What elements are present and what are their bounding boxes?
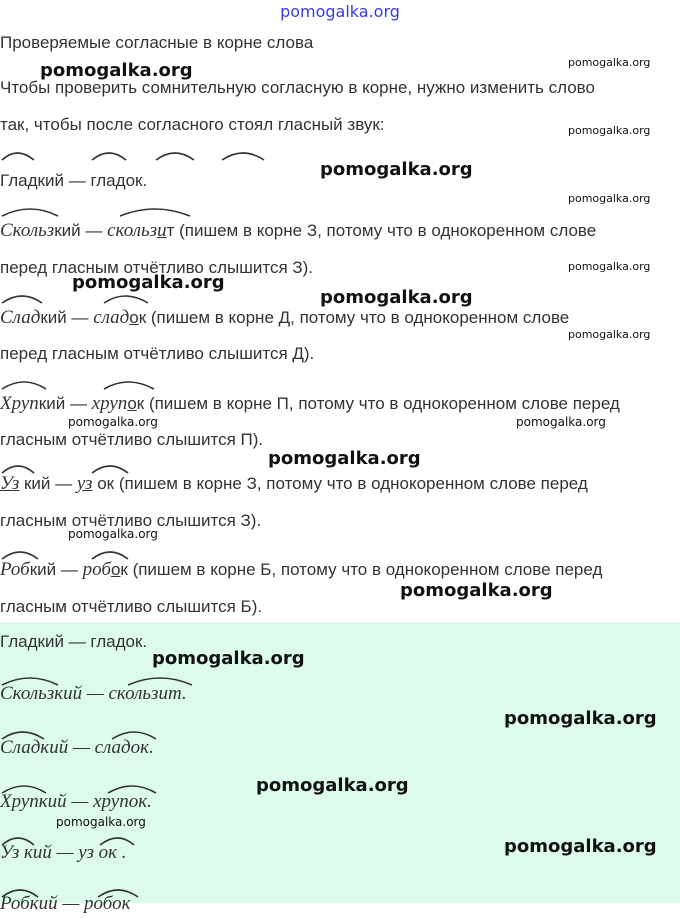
watermark: pomogalka.org xyxy=(68,527,158,541)
watermark: pomogalka.org xyxy=(320,287,473,308)
answer-6: Робкий — робок xyxy=(0,893,131,914)
example-5-explanation: гласным отчётливо слышится З). xyxy=(0,511,262,530)
watermark: pomogalka.org xyxy=(40,60,193,81)
root-arc xyxy=(120,209,190,216)
example-5: Уз кий — уз ок (пишем в корне З, потому что в однокоренном слове перед xyxy=(0,473,588,494)
root-arc xyxy=(2,296,42,303)
answer-3: Сладкий — сладок. xyxy=(0,737,154,758)
watermark: pomogalka.org xyxy=(56,815,146,829)
example-3: Сладкий — сладок (пишем в корне Д, потому что в однокоренном слове xyxy=(0,307,570,328)
root-arc xyxy=(2,153,34,160)
watermark: pomogalka.org xyxy=(504,708,657,729)
answer-4: Хрупкий — хрупок. xyxy=(0,791,152,812)
root-arc xyxy=(104,382,154,389)
watermark: pomogalka.org xyxy=(568,328,651,341)
example-1: Гладкий — гладок. xyxy=(0,171,148,190)
watermark: pomogalka.org xyxy=(256,775,409,796)
root-arc xyxy=(2,209,58,216)
example-4: Хрупкий — хрупок (пишем в корне П, потому что в однокоренном слове перед xyxy=(0,393,620,414)
answer-5: Уз кий — уз ок . xyxy=(0,842,127,863)
watermark: pomogalka.org xyxy=(568,56,651,69)
watermark: pomogalka.org xyxy=(516,415,606,429)
site-header-link[interactable]: pomogalka.org xyxy=(280,2,400,21)
example-3-explanation: перед гласным отчётливо слышится Д). xyxy=(0,344,315,363)
watermark: pomogalka.org xyxy=(72,272,225,293)
root-arc xyxy=(2,382,46,389)
watermark: pomogalka.org xyxy=(320,159,473,180)
example-4-explanation: гласным отчётливо слышится П). xyxy=(0,430,264,449)
rule-line-2: так, чтобы после согласного стоял гласный звук: xyxy=(0,115,385,134)
answer-1: Гладкий — гладок. xyxy=(0,632,148,651)
watermark: pomogalka.org xyxy=(68,415,158,429)
root-arc xyxy=(104,296,148,303)
root-arc xyxy=(156,153,194,160)
watermark: pomogalka.org xyxy=(504,836,657,857)
rule-line-1: Чтобы проверить сомнительную согласную в корне, нужно изменить слово xyxy=(0,78,595,97)
example-2-explanation: перед гласным отчётливо слышится З). xyxy=(0,258,314,277)
watermark: pomogalka.org xyxy=(268,448,421,469)
watermark: pomogalka.org xyxy=(152,648,305,669)
task-title: Проверяемые согласные в корне слова xyxy=(0,33,314,52)
example-6-explanation: гласным отчётливо слышится Б). xyxy=(0,597,263,616)
answer-2: Скользкий — скользит. xyxy=(0,683,187,704)
root-arc xyxy=(92,153,126,160)
example-2: Скользкий — скользит (пишем в корне З, потому что в однокоренном слове xyxy=(0,220,597,241)
watermark: pomogalka.org xyxy=(568,260,651,273)
watermark: pomogalka.org xyxy=(400,580,553,601)
watermark: pomogalka.org xyxy=(568,192,651,205)
root-arc xyxy=(222,153,264,160)
watermark: pomogalka.org xyxy=(568,124,651,137)
example-6: Робкий — робок (пишем в корне Б, потому что в однокоренном слове перед xyxy=(0,559,603,580)
